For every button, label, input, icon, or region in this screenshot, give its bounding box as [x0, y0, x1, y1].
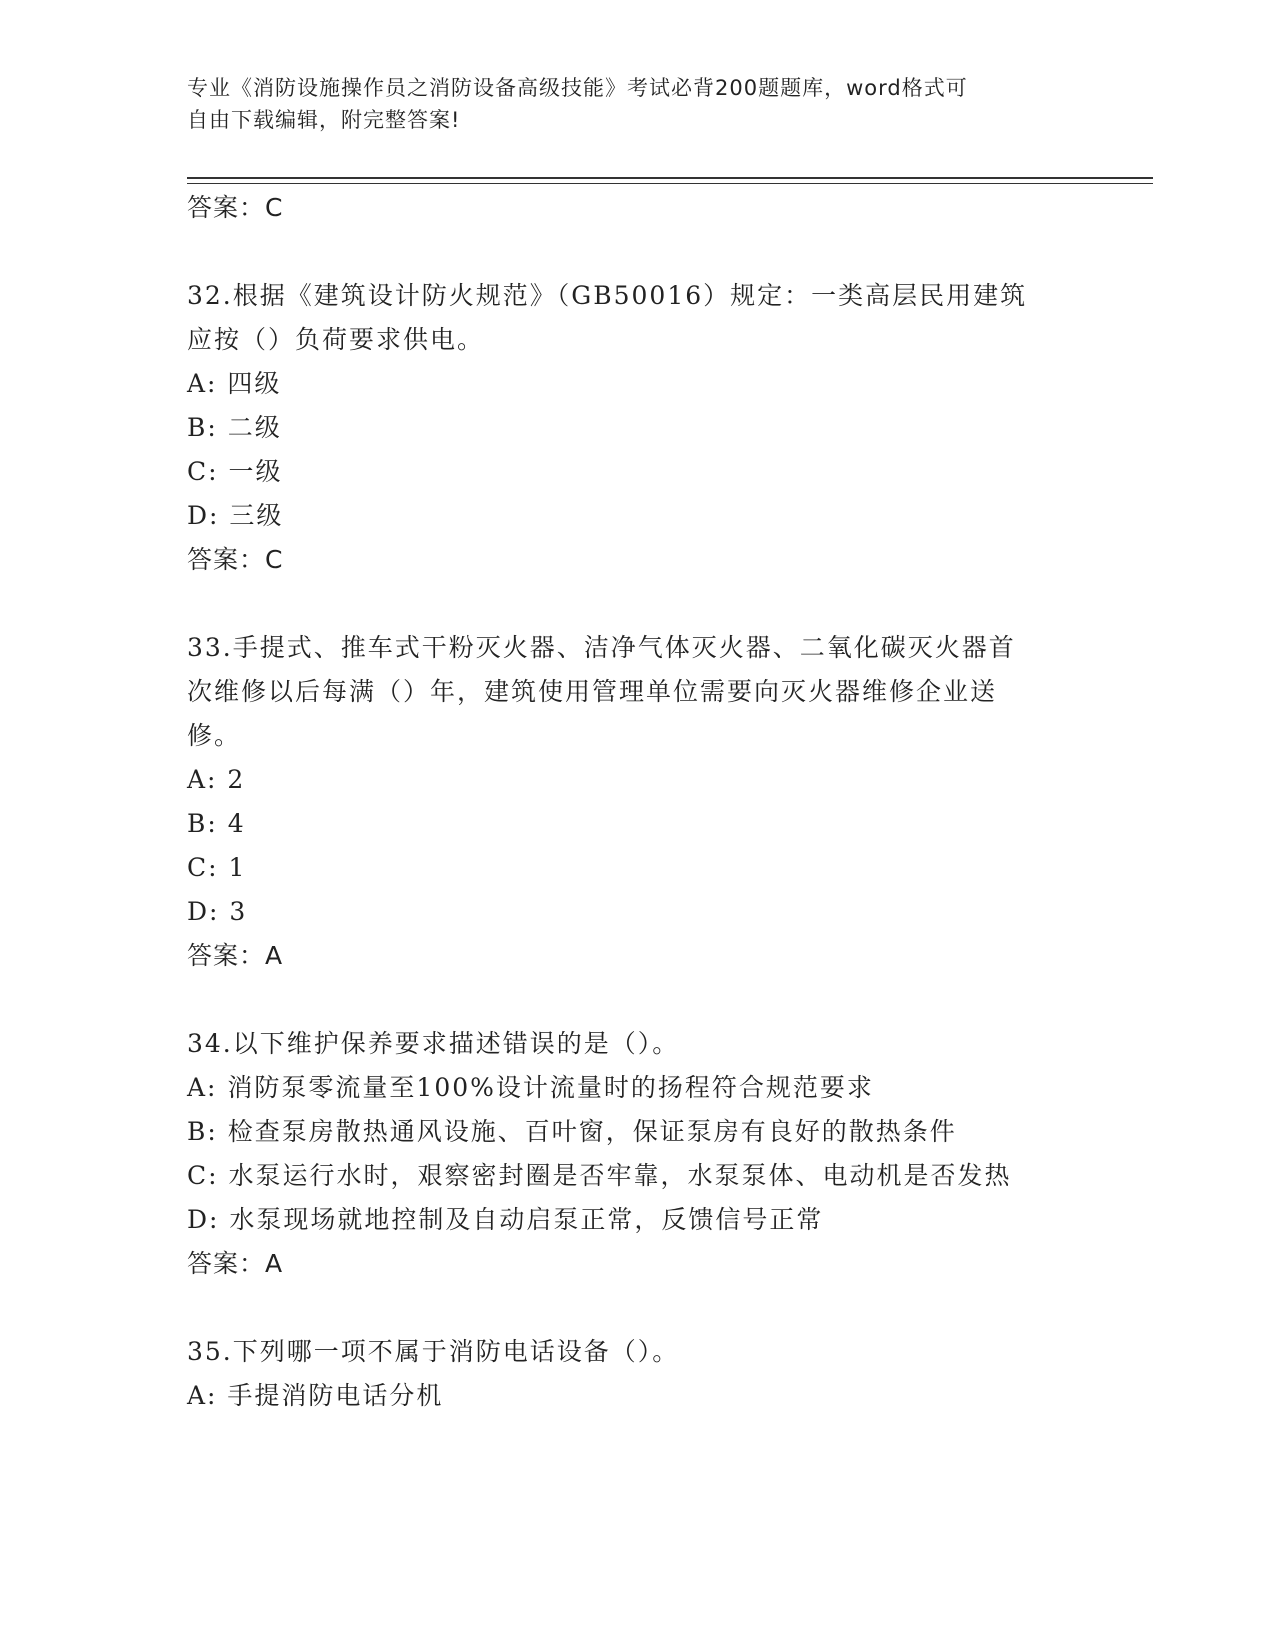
question-33-option-a: A: 2: [187, 765, 246, 794]
question-32-option-a: A: 四级: [187, 369, 282, 398]
question-33-text-line-1: 33.手提式、推车式干粉灭火器、洁净气体灭火器、二氧化碳灭火器首: [187, 633, 1016, 662]
question-34-option-d: D: 水泵现场就地控制及自动启泵正常，反馈信号正常: [187, 1205, 824, 1234]
header-rule-top: [187, 177, 1153, 179]
question-32-text-line-1: 32.根据《建筑设计防火规范》（GB50016）规定：一类高层民用建筑: [187, 281, 1028, 310]
header-line-1: 专业《消防设施操作员之消防设备高级技能》考试必背200题题库，word格式可: [187, 76, 968, 100]
question-33-option-c: C: 1: [187, 853, 247, 882]
question-32-option-b: B: 二级: [187, 413, 282, 442]
question-32-option-d: D: 三级: [187, 501, 284, 530]
question-32-option-c: C: 一级: [187, 457, 283, 486]
question-35-text-line-1: 35.下列哪一项不属于消防电话设备（）。: [187, 1337, 680, 1366]
question-34-option-a: A: 消防泵零流量至100%设计流量时的扬程符合规范要求: [187, 1073, 874, 1102]
question-33-option-d: D: 3: [187, 897, 248, 926]
answer-31: 答案：C: [187, 193, 284, 222]
answer-33: 答案：A: [187, 941, 284, 970]
question-34-option-c: C: 水泵运行水时，艰察密封圈是否牢靠，水泵泵体、电动机是否发热: [187, 1161, 1012, 1190]
question-34-text-line-1: 34.以下维护保养要求描述错误的是（）。: [187, 1029, 680, 1058]
question-34-option-b: B: 检查泵房散热通风设施、百叶窗，保证泵房有良好的散热条件: [187, 1117, 957, 1146]
header-rule-bottom: [187, 183, 1153, 184]
question-33-text-line-2: 次维修以后每满（）年，建筑使用管理单位需要向灭火器维修企业送: [187, 677, 998, 706]
header-line-2: 自由下载编辑，附完整答案!: [187, 108, 461, 132]
answer-34: 答案：A: [187, 1249, 284, 1278]
question-33-option-b: B: 4: [187, 809, 246, 838]
question-33-text-line-3: 修。: [187, 721, 242, 750]
document-header: [187, 72, 1067, 136]
answer-32: 答案：C: [187, 545, 284, 574]
question-32-text-line-2: 应按（）负荷要求供电。: [187, 325, 485, 354]
question-35-option-a: A: 手提消防电话分机: [187, 1381, 444, 1410]
